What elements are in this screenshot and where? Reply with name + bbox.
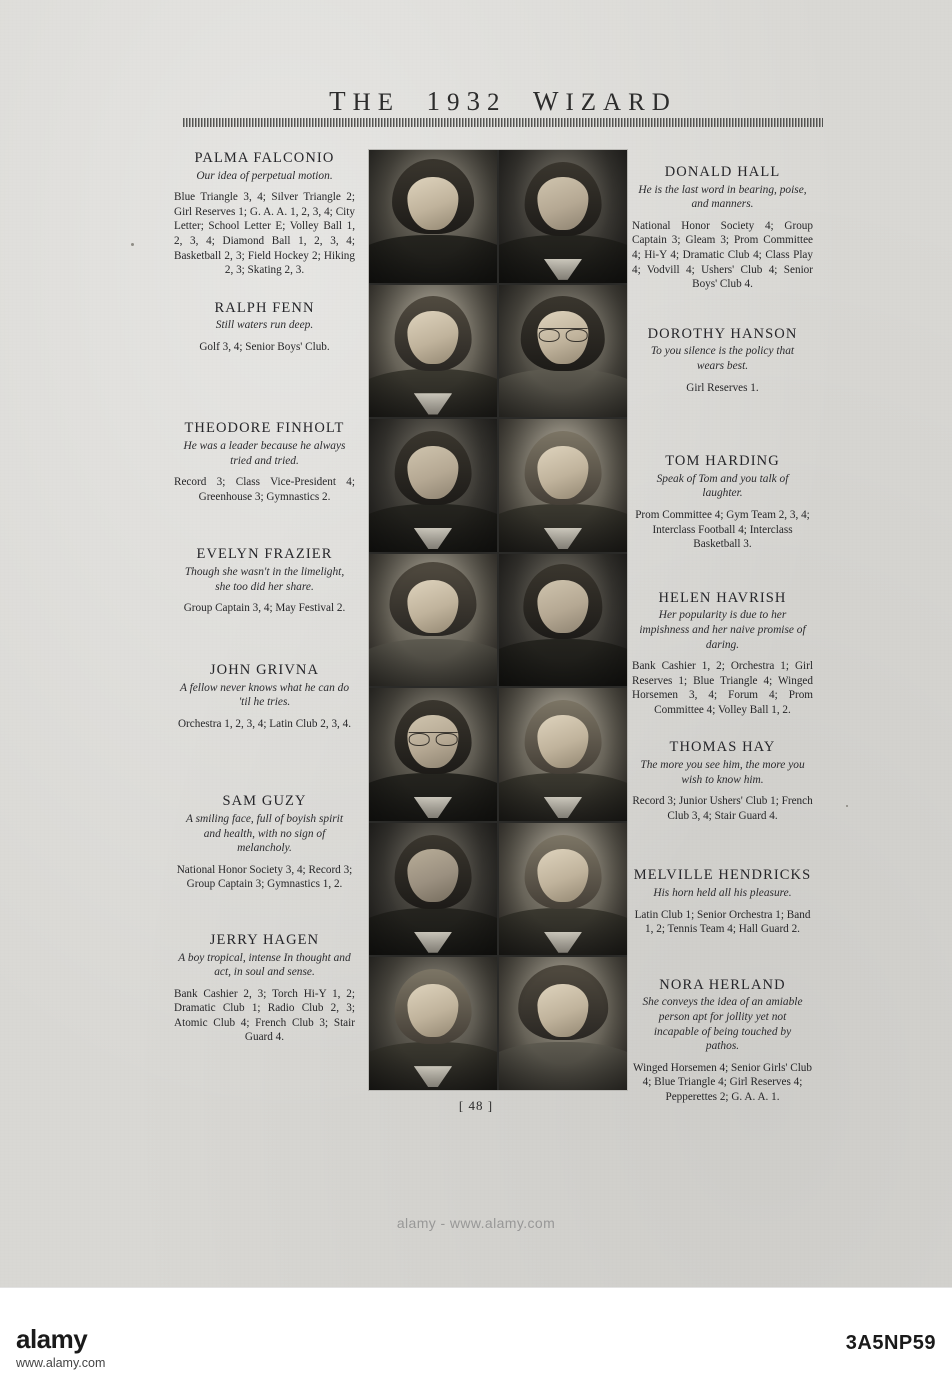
student-activities: Record 3; Junior Ushers' Club 1; French Club 3, 4; Stair Guard 4. <box>632 795 813 822</box>
portrait-photo <box>499 285 627 418</box>
portrait-photo <box>369 823 497 956</box>
student-activities: Winged Horsemen 4; Senior Girls' Club 4; Blue Triangle 4; Girl Reserves 4; Pepperettes 2; G. A. A. 1. <box>633 1061 812 1103</box>
student-entry <box>172 662 357 731</box>
student-motto: A boy tropical, intense In thought and act, in soul and sense. <box>178 951 351 979</box>
student-name: RALPH FENN <box>214 299 315 316</box>
student-activities: Orchestra 1, 2, 3, 4; Latin Club 2, 3, 4. <box>177 717 352 730</box>
student-activities: Bank Cashier 2, 3; Torch Hi-Y 1, 2; Dramatic Club 1; Radio Club 2, 3; Atomic Club 4; French Club 3; Stair Guard 4. <box>174 987 355 1044</box>
student-entry <box>172 932 357 1045</box>
portrait-photo <box>499 957 627 1090</box>
student-activities: National Honor Society 3, 4; Record 3; Group Captain 3; Gymnastics 1, 2. <box>176 863 353 891</box>
student-activities: Group Captain 3, 4; May Festival 2. <box>183 602 346 615</box>
student-name: JOHN GRIVNA <box>209 661 320 678</box>
student-motto: Though she wasn't in the limelight, she too did her share. <box>184 566 345 593</box>
portrait-photo <box>369 957 497 1090</box>
alamy-logo: alamy <box>16 1324 88 1354</box>
student-name: DONALD HALL <box>664 164 781 180</box>
student-entry <box>630 867 815 936</box>
student-name: THOMAS HAY <box>669 739 776 756</box>
student-name: JERRY HAGEN <box>209 931 320 948</box>
student-motto: He was a leader because he always tried and tried. <box>183 440 346 467</box>
student-entry <box>630 164 815 292</box>
student-entry <box>172 300 357 355</box>
portrait-photo <box>369 688 497 821</box>
student-motto: His horn held all his pleasure. <box>653 887 792 899</box>
student-name: DOROTHY HANSON <box>647 325 798 342</box>
portrait-grid <box>369 150 627 1090</box>
student-motto: Her popularity is due to her impishness and her naive promise of daring. <box>639 609 806 651</box>
student-motto: Still waters run deep. <box>215 319 314 332</box>
student-name: HELEN HAVRISH <box>658 589 787 606</box>
student-activities: Latin Club 1; Senior Orchestra 1; Band 1, 2; Tennis Team 4; Hall Guard 2. <box>634 908 811 936</box>
student-name: NORA HERLAND <box>659 976 786 993</box>
student-entry <box>630 590 815 718</box>
student-name: EVELYN FRAZIER <box>196 546 333 563</box>
student-name: THEODORE FINHOLT <box>184 420 345 437</box>
student-activities: Girl Reserves 1. <box>686 381 759 394</box>
right-entry-column <box>630 150 815 1104</box>
student-motto: Our idea of perpetual motion. <box>196 169 333 182</box>
portrait-photo <box>499 150 627 283</box>
student-activities: Golf 3, 4; Senior Boys' Club. <box>199 340 330 353</box>
watermark-center: alamy - www.alamy.com <box>396 1215 556 1231</box>
student-motto: A fellow never knows what he can do 'til he tries. <box>179 681 350 709</box>
student-entry <box>630 977 815 1105</box>
header-rule <box>183 118 823 127</box>
portrait-photo <box>499 823 627 956</box>
student-entry <box>172 150 357 278</box>
student-activities: Record 3; Class Vice-President 4; Greenhouse 3; Gymnastics 2. <box>174 476 355 503</box>
portrait-photo <box>369 554 497 687</box>
portrait-photo <box>499 419 627 552</box>
alamy-url: www.alamy.com <box>16 1356 106 1370</box>
student-entry <box>172 420 357 504</box>
portrait-photo <box>499 554 627 687</box>
student-entry <box>172 546 357 615</box>
page-number: [ 48 ] <box>458 1098 494 1113</box>
page-header <box>178 86 828 117</box>
student-activities: Bank Cashier 1, 2; Orchestra 1; Girl Reserves 1; Blue Triangle 4; Winged Horsemen 3, 4; Forum 4; Prom Committee 4; Volley Ball 1, 2. <box>632 660 813 716</box>
student-activities: Blue Triangle 3, 4; Silver Triangle 2; Girl Reserves 1; G. A. A. 1, 2, 3, 4; City Letter; School Letter E; Volley Ball 1, 2, 3, 4; Diamond Ball 1, 2, 3, 4; Basketball 2, 3; Field Hockey 2; Hiking 2, 3; Skating 2, 3. <box>174 191 355 277</box>
portrait-photo <box>369 419 497 552</box>
student-activities: National Honor Society 4; Group Captain 3; Gleam 3; Prom Committee 4; Hi-Y 4; Dramatic Club 4; Class Play 4; Vodvill 4; Ushers' Club 4; Senior Boys' Club 4. <box>632 219 813 291</box>
left-entry-column <box>172 150 357 1045</box>
student-entry <box>172 793 357 892</box>
student-entry <box>630 326 815 395</box>
page-title: THE 1932 WIZARD <box>329 86 677 116</box>
paper-speck <box>846 805 848 807</box>
student-motto: Speak of Tom and you talk of laughter. <box>656 472 789 500</box>
student-entry <box>630 739 815 823</box>
student-motto: He is the last word in bearing, poise, and manners. <box>638 183 807 211</box>
paper-speck <box>131 243 134 246</box>
student-activities: Prom Committee 4; Gym Team 2, 3, 4; Interclass Football 4; Interclass Basketball 3. <box>635 508 810 551</box>
student-motto: The more you see him, the more you wish to know him. <box>640 759 805 786</box>
student-motto: She conveys the idea of an amiable person apt for jollity yet not incapable of being touched by pathos. <box>642 996 803 1053</box>
portrait-photo <box>499 688 627 821</box>
student-motto: To you silence is the policy that wears best. <box>650 345 795 372</box>
portrait-photo <box>369 285 497 418</box>
stock-photo-footer <box>0 1287 952 1391</box>
student-name: PALMA FALCONIO <box>194 150 335 166</box>
student-name: TOM HARDING <box>665 453 780 470</box>
student-name: MELVILLE HENDRICKS <box>633 867 812 884</box>
student-motto: A smiling face, full of boyish spirit and health, with no sign of melancholy. <box>185 812 344 855</box>
student-entry <box>630 453 815 552</box>
portrait-photo <box>369 150 497 283</box>
image-id: 3A5NP59 <box>845 1332 936 1354</box>
student-name: SAM GUZY <box>222 793 307 810</box>
